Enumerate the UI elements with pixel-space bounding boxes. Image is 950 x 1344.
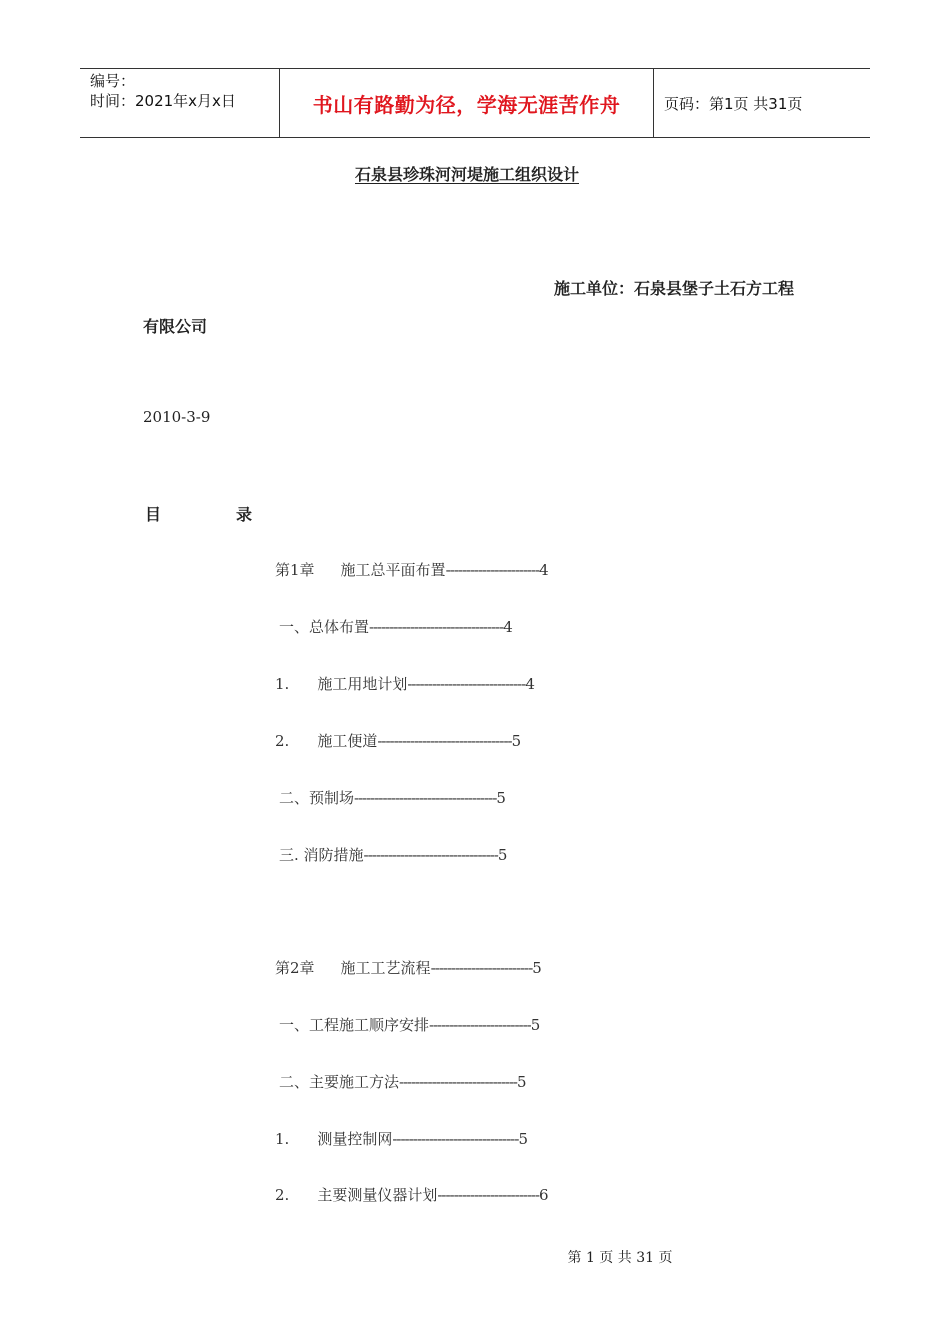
toc-entry-text: 测量控制网 — [317, 1130, 393, 1148]
toc-entry-text: 三. 消防措施 — [279, 846, 364, 864]
toc-entry[interactable] — [275, 1184, 549, 1205]
toc-entry-text: 施工工艺流程 — [340, 959, 431, 977]
serial-label: 编号： — [90, 72, 136, 90]
toc-entry-dots: ------------------------------- — [392, 1130, 519, 1148]
toc-entry-number: 第1章 — [275, 561, 315, 579]
toc-entry-page: 5 — [497, 846, 508, 864]
toc-entry[interactable] — [275, 1128, 528, 1149]
toc-entry-page: 5 — [517, 1073, 527, 1091]
construction-unit-line2: 有限公司 — [143, 317, 208, 336]
document-title: 石泉县珍珠河河堤施工组织设计 — [354, 165, 579, 184]
toc-entry[interactable] — [279, 1014, 540, 1035]
toc-entry-number: 2. — [275, 732, 290, 750]
toc-entry-dots: --------------------------------- — [369, 618, 504, 636]
toc-entry-text: 一、总体布置 — [279, 618, 370, 636]
toc-entry-number: 2. — [275, 1186, 290, 1204]
toc-entry-page: 4 — [525, 675, 535, 693]
toc-entry-page: 5 — [518, 1130, 528, 1148]
toc-entry-dots: ------------------------- — [430, 959, 533, 977]
toc-entry-page: 5 — [496, 789, 506, 807]
toc-entry[interactable] — [275, 559, 549, 580]
toc-entry-text: 二、主要施工方法 — [279, 1073, 400, 1091]
toc-entry-dots: ----------------------------------- — [354, 789, 497, 807]
toc-entry[interactable] — [279, 1071, 527, 1092]
toc-entry-number: 1. — [275, 675, 290, 693]
toc-entry-page: 5 — [530, 1016, 541, 1034]
toc-entry-dots: --------------------------------- — [363, 846, 498, 864]
toc-entry-dots: ------------------------- — [437, 1186, 540, 1204]
toc-entry-text: 一、工程施工顺序安排 — [279, 1016, 430, 1034]
time-label: 时间：2021年x月x日 — [90, 92, 236, 110]
toc-entry[interactable] — [275, 730, 521, 751]
toc-entry-text: 二、预制场 — [279, 789, 355, 807]
construction-unit-line1: 施工单位：石泉县堡子土石方工程 — [554, 279, 795, 298]
toc-heading-left: 目 — [145, 505, 162, 524]
toc-entry-dots: ------------------------- — [429, 1016, 531, 1034]
toc-entry-number: 第2章 — [275, 959, 315, 977]
toc-entry-number: 1. — [275, 1130, 290, 1148]
header-page-info: 页码：第1页 共31页 — [664, 94, 803, 113]
toc-entry-page: 5 — [532, 959, 542, 977]
header-left-cell — [80, 69, 280, 137]
toc-entry-dots: ----------------------------- — [407, 675, 526, 693]
toc-entry[interactable] — [275, 673, 535, 694]
toc-entry-page: 5 — [511, 732, 522, 750]
toc-entry-text: 施工便道 — [317, 732, 378, 750]
toc-entry[interactable] — [279, 787, 506, 808]
toc-entry-dots: ----------------------------- — [399, 1073, 517, 1091]
toc-entry-dots: ----------------------- — [445, 561, 540, 579]
toc-entry[interactable] — [279, 844, 507, 865]
toc-entry-page: 4 — [503, 618, 513, 636]
document-date: 2010-3-9 — [143, 408, 211, 426]
toc-entry-text: 主要测量仪器计划 — [317, 1186, 438, 1204]
toc-heading-right: 录 — [236, 505, 253, 524]
toc-entry-page: 6 — [539, 1186, 549, 1204]
toc-entry-page: 4 — [539, 561, 549, 579]
toc-entry[interactable] — [279, 616, 513, 637]
header-motto: 书山有路勤为径，学海无涯苦作舟 — [280, 69, 654, 137]
page-header — [80, 68, 870, 138]
toc-entry-text: 施工用地计划 — [317, 675, 408, 693]
toc-entry-dots: --------------------------------- — [377, 732, 512, 750]
page-footer: 第 1 页 共 31 页 — [567, 1250, 673, 1266]
toc-entry[interactable] — [275, 957, 542, 978]
toc-entry-text: 施工总平面布置 — [340, 561, 446, 579]
